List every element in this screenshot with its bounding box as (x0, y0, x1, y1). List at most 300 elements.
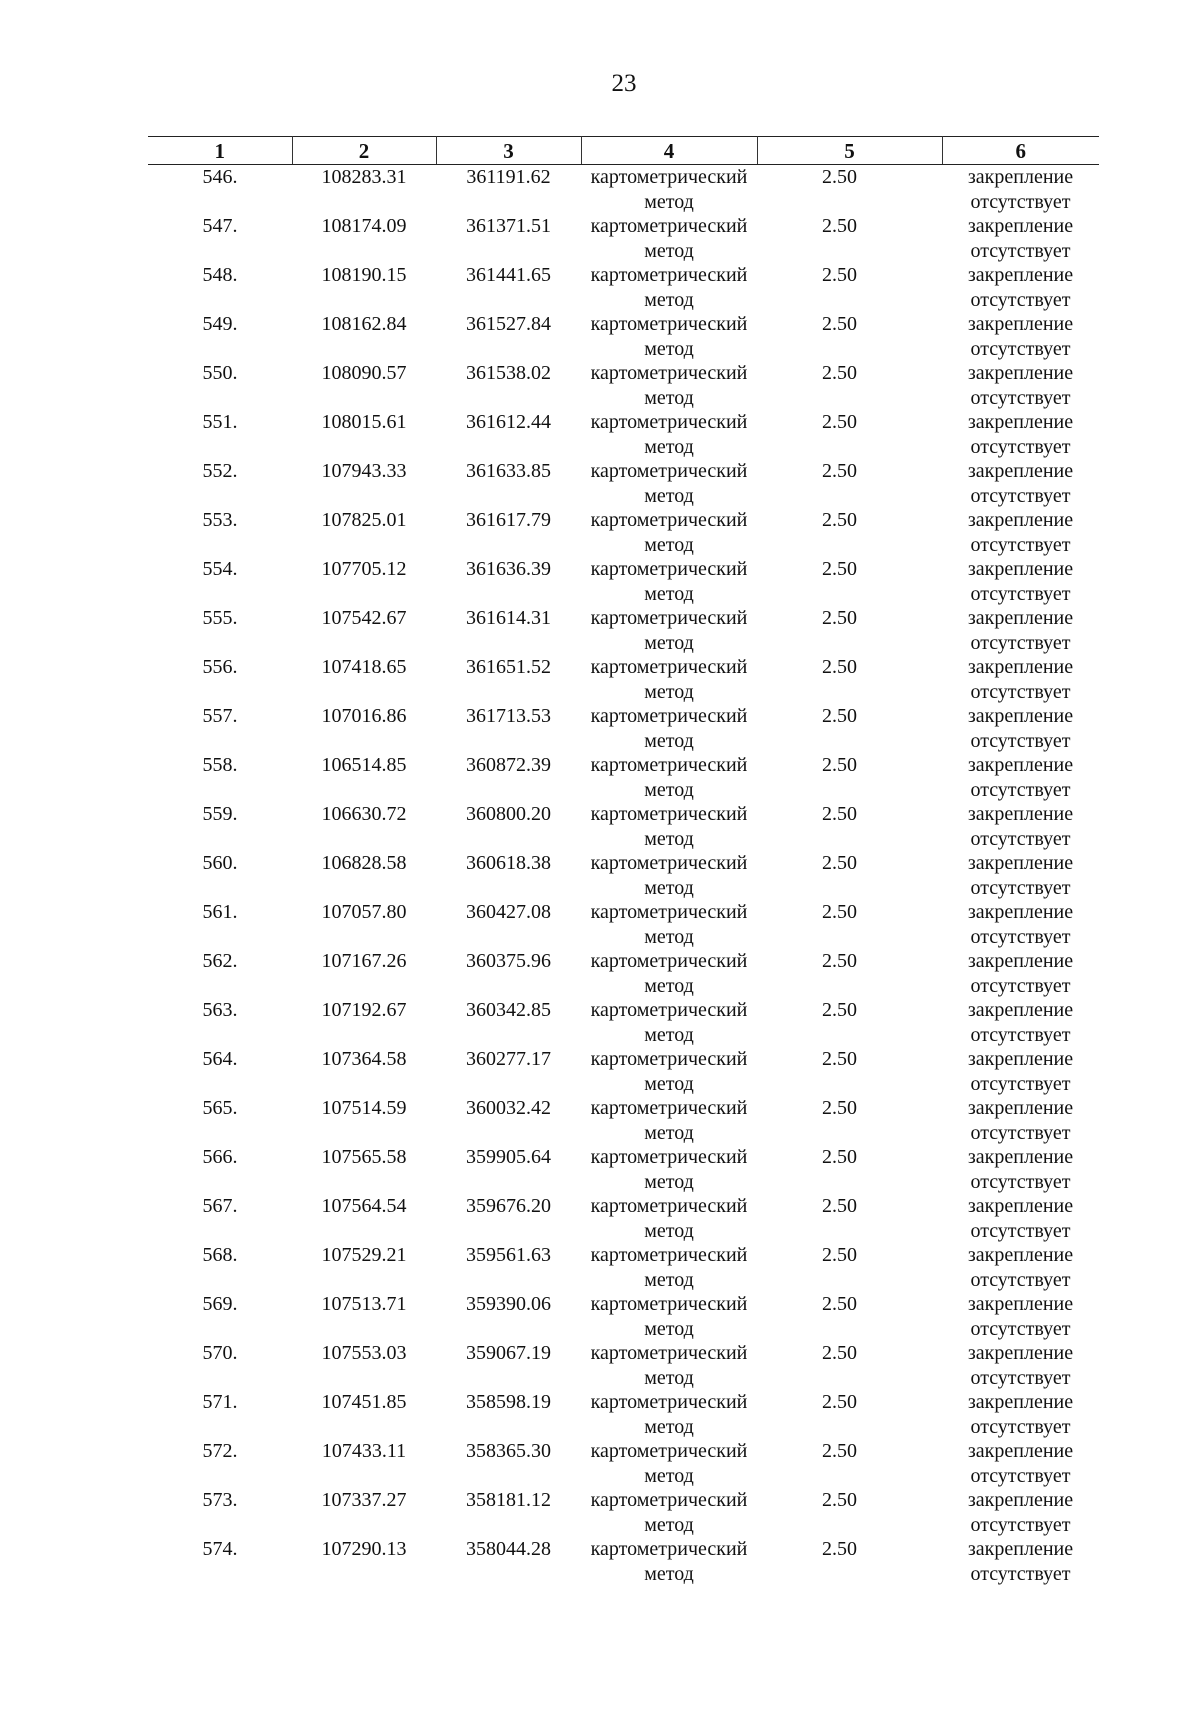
method-cell-text: картометрический (590, 656, 748, 678)
accuracy-cell-text: 2.50 (822, 362, 857, 384)
method-cell-text: картометрический (590, 264, 748, 286)
fixing-cell (942, 655, 1099, 704)
table-row (148, 263, 1099, 312)
point-number-cell-text: 550. (202, 362, 238, 384)
method-cell-text: картометрический (590, 999, 748, 1021)
point-number-cell (148, 263, 292, 312)
fixing-cell-text: отсутствует (970, 1023, 1071, 1046)
method-cell-text: метод (644, 386, 694, 409)
point-number-cell (148, 1243, 292, 1292)
table-row (148, 1439, 1099, 1488)
accuracy-cell (757, 459, 942, 508)
fixing-cell (942, 1537, 1099, 1586)
x-coordinate-cell (292, 949, 436, 998)
point-number-cell (148, 998, 292, 1047)
y-coordinate-cell-text: 361612.44 (466, 411, 551, 433)
fixing-cell-text: закрепление (967, 901, 1074, 923)
point-number-cell (148, 1439, 292, 1488)
method-cell-text: метод (644, 1317, 694, 1340)
point-number-cell (148, 1390, 292, 1439)
point-number-cell (148, 704, 292, 753)
accuracy-cell-text: 2.50 (822, 1440, 857, 1462)
fixing-cell-text: закрепление (967, 1440, 1074, 1462)
point-number-cell-text: 549. (202, 313, 238, 335)
y-coordinate-cell (436, 557, 581, 606)
point-number-cell-text: 552. (202, 460, 238, 482)
accuracy-cell-text: 2.50 (822, 558, 857, 580)
point-number-cell-text: 557. (202, 705, 238, 727)
method-cell-text: метод (644, 729, 694, 752)
point-number-cell-text: 563. (202, 999, 238, 1021)
fixing-cell (942, 1341, 1099, 1390)
accuracy-cell-text: 2.50 (822, 852, 857, 874)
fixing-cell-text: отсутствует (970, 1366, 1071, 1389)
x-coordinate-cell-text: 107943.33 (321, 460, 407, 482)
x-coordinate-cell-text: 107705.12 (321, 558, 407, 580)
method-cell-text: картометрический (590, 1342, 748, 1364)
y-coordinate-cell-text: 360032.42 (466, 1097, 551, 1119)
y-coordinate-cell-text: 360427.08 (466, 901, 551, 923)
y-coordinate-cell-text: 358044.28 (466, 1538, 551, 1560)
method-cell-text: картометрический (590, 1391, 748, 1413)
y-coordinate-cell-text: 360872.39 (466, 754, 551, 776)
fixing-cell-text: закрепление (967, 1048, 1074, 1070)
y-coordinate-cell (436, 900, 581, 949)
x-coordinate-cell (292, 410, 436, 459)
fixing-cell-text: отсутствует (970, 239, 1071, 262)
accuracy-cell (757, 753, 942, 802)
point-number-cell-text: 573. (202, 1489, 238, 1511)
x-coordinate-cell (292, 704, 436, 753)
y-coordinate-cell (436, 1194, 581, 1243)
fixing-cell-text: закрепление (967, 1342, 1074, 1364)
method-cell (581, 1194, 757, 1243)
method-cell-text: картометрический (590, 901, 748, 923)
x-coordinate-cell (292, 214, 436, 263)
table-row (148, 459, 1099, 508)
table-row (148, 802, 1099, 851)
accuracy-cell-text: 2.50 (822, 1538, 857, 1560)
accuracy-cell (757, 998, 942, 1047)
x-coordinate-cell-text: 107433.11 (321, 1440, 407, 1462)
accuracy-cell (757, 312, 942, 361)
table-row (148, 851, 1099, 900)
accuracy-cell (757, 606, 942, 655)
accuracy-cell-text: 2.50 (822, 509, 857, 531)
accuracy-cell (757, 557, 942, 606)
accuracy-cell-text: 2.50 (822, 901, 857, 923)
method-cell-text: метод (644, 1562, 694, 1585)
fixing-cell-text: закрепление (967, 264, 1074, 286)
x-coordinate-cell-text: 107337.27 (321, 1489, 407, 1511)
table-row (148, 949, 1099, 998)
accuracy-cell (757, 1047, 942, 1096)
point-number-cell (148, 459, 292, 508)
point-number-cell-text: 568. (202, 1244, 238, 1266)
accuracy-cell (757, 1243, 942, 1292)
method-cell (581, 1390, 757, 1439)
x-coordinate-cell-text: 107565.58 (321, 1146, 407, 1168)
x-coordinate-cell-text: 107016.86 (321, 705, 407, 727)
method-cell-text: картометрический (590, 313, 748, 335)
point-number-cell (148, 1341, 292, 1390)
method-cell-text: метод (644, 1219, 694, 1242)
method-cell (581, 1096, 757, 1145)
y-coordinate-cell (436, 802, 581, 851)
method-cell (581, 802, 757, 851)
table-row (148, 361, 1099, 410)
fixing-cell (942, 361, 1099, 410)
x-coordinate-cell-text: 108283.31 (321, 166, 407, 188)
y-coordinate-cell-text: 360277.17 (466, 1048, 551, 1070)
column-header-2: 2 (292, 137, 436, 165)
fixing-cell-text: закрепление (967, 656, 1074, 678)
x-coordinate-cell-text: 107451.85 (321, 1391, 407, 1413)
method-cell-text: метод (644, 925, 694, 948)
method-cell-text: метод (644, 1415, 694, 1438)
method-cell (581, 263, 757, 312)
accuracy-cell (757, 655, 942, 704)
fixing-cell-text: отсутствует (970, 1513, 1071, 1536)
method-cell-text: картометрический (590, 1538, 748, 1560)
method-cell-text: метод (644, 190, 694, 213)
x-coordinate-cell-text: 106514.85 (321, 754, 407, 776)
point-number-cell-text: 574. (202, 1538, 238, 1560)
column-header-3: 3 (436, 137, 581, 165)
x-coordinate-cell (292, 998, 436, 1047)
column-header-5: 5 (757, 137, 942, 165)
point-number-cell-text: 561. (202, 901, 238, 923)
y-coordinate-cell-text: 360342.85 (466, 999, 551, 1021)
y-coordinate-cell-text: 359676.20 (466, 1195, 551, 1217)
method-cell-text: картометрический (590, 705, 748, 727)
x-coordinate-cell-text: 108162.84 (321, 313, 407, 335)
method-cell-text: метод (644, 1366, 694, 1389)
fixing-cell-text: отсутствует (970, 680, 1071, 703)
fixing-cell-text: отсутствует (970, 1317, 1071, 1340)
method-cell (581, 1243, 757, 1292)
accuracy-cell (757, 214, 942, 263)
point-number-cell (148, 1488, 292, 1537)
column-header-1: 1 (148, 137, 292, 165)
accuracy-cell-text: 2.50 (822, 411, 857, 433)
accuracy-cell (757, 263, 942, 312)
x-coordinate-cell-text: 106630.72 (321, 803, 407, 825)
table-row (148, 1145, 1099, 1194)
x-coordinate-cell (292, 1537, 436, 1586)
x-coordinate-cell (292, 361, 436, 410)
method-cell-text: метод (644, 680, 694, 703)
point-number-cell-text: 570. (202, 1342, 238, 1364)
point-number-cell (148, 851, 292, 900)
point-number-cell-text: 553. (202, 509, 238, 531)
fixing-cell-text: закрепление (967, 411, 1074, 433)
method-cell-text: картометрический (590, 607, 748, 629)
accuracy-cell (757, 165, 942, 215)
method-cell (581, 410, 757, 459)
method-cell-text: картометрический (590, 1048, 748, 1070)
method-cell-text: картометрический (590, 362, 748, 384)
method-cell-text: картометрический (590, 215, 748, 237)
table-row (148, 410, 1099, 459)
fixing-cell (942, 312, 1099, 361)
method-cell (581, 851, 757, 900)
method-cell-text: метод (644, 1170, 694, 1193)
accuracy-cell-text: 2.50 (822, 264, 857, 286)
point-number-cell-text: 547. (202, 215, 238, 237)
fixing-cell-text: закрепление (967, 509, 1074, 531)
fixing-cell (942, 704, 1099, 753)
method-cell (581, 1341, 757, 1390)
fixing-cell-text: закрепление (967, 1489, 1074, 1511)
fixing-cell-text: закрепление (967, 607, 1074, 629)
method-cell (581, 704, 757, 753)
accuracy-cell-text: 2.50 (822, 999, 857, 1021)
method-cell (581, 508, 757, 557)
table-row (148, 1488, 1099, 1537)
method-cell (581, 214, 757, 263)
fixing-cell (942, 1194, 1099, 1243)
fixing-cell-text: закрепление (967, 362, 1074, 384)
method-cell-text: картометрический (590, 1097, 748, 1119)
accuracy-cell-text: 2.50 (822, 313, 857, 335)
fixing-cell (942, 1439, 1099, 1488)
method-cell-text: картометрический (590, 852, 748, 874)
method-cell-text: картометрический (590, 754, 748, 776)
x-coordinate-cell-text: 107542.67 (321, 607, 407, 629)
fixing-cell (942, 214, 1099, 263)
fixing-cell-text: отсутствует (970, 1170, 1071, 1193)
x-coordinate-cell (292, 1145, 436, 1194)
x-coordinate-cell-text: 106828.58 (321, 852, 407, 874)
y-coordinate-cell (436, 410, 581, 459)
fixing-cell-text: отсутствует (970, 533, 1071, 556)
point-number-cell-text: 559. (202, 803, 238, 825)
y-coordinate-cell-text: 361713.53 (466, 705, 551, 727)
accuracy-cell (757, 1096, 942, 1145)
accuracy-cell-text: 2.50 (822, 1293, 857, 1315)
point-number-cell-text: 554. (202, 558, 238, 580)
fixing-cell-text: отсутствует (970, 386, 1071, 409)
accuracy-cell-text: 2.50 (822, 656, 857, 678)
accuracy-cell (757, 949, 942, 998)
fixing-cell-text: отсутствует (970, 876, 1071, 899)
method-cell (581, 655, 757, 704)
method-cell-text: метод (644, 1464, 694, 1487)
method-cell-text: метод (644, 778, 694, 801)
y-coordinate-cell (436, 263, 581, 312)
fixing-cell-text: отсутствует (970, 778, 1071, 801)
x-coordinate-cell (292, 263, 436, 312)
point-number-cell-text: 551. (202, 411, 238, 433)
y-coordinate-cell (436, 508, 581, 557)
fixing-cell-text: закрепление (967, 1391, 1074, 1413)
method-cell-text: картометрический (590, 411, 748, 433)
accuracy-cell-text: 2.50 (822, 1244, 857, 1266)
method-cell-text: метод (644, 876, 694, 899)
y-coordinate-cell (436, 459, 581, 508)
x-coordinate-cell (292, 802, 436, 851)
point-number-cell-text: 558. (202, 754, 238, 776)
point-number-cell (148, 410, 292, 459)
method-cell-text: метод (644, 1513, 694, 1536)
method-cell-text: картометрический (590, 803, 748, 825)
method-cell-text: картометрический (590, 1440, 748, 1462)
y-coordinate-cell-text: 361636.39 (466, 558, 551, 580)
fixing-cell (942, 1047, 1099, 1096)
accuracy-cell (757, 361, 942, 410)
table-row (148, 165, 1099, 215)
method-cell-text: метод (644, 1072, 694, 1095)
method-cell-text: картометрический (590, 1195, 748, 1217)
fixing-cell (942, 1390, 1099, 1439)
y-coordinate-cell (436, 1439, 581, 1488)
accuracy-cell-text: 2.50 (822, 705, 857, 727)
fixing-cell-text: отсутствует (970, 582, 1071, 605)
y-coordinate-cell-text: 361617.79 (466, 509, 551, 531)
method-cell (581, 1439, 757, 1488)
y-coordinate-cell (436, 1096, 581, 1145)
method-cell-text: картометрический (590, 460, 748, 482)
fixing-cell-text: закрепление (967, 460, 1074, 482)
y-coordinate-cell-text: 359390.06 (466, 1293, 551, 1315)
method-cell-text: картометрический (590, 1293, 748, 1315)
accuracy-cell (757, 1341, 942, 1390)
x-coordinate-cell (292, 1292, 436, 1341)
accuracy-cell-text: 2.50 (822, 166, 857, 188)
fixing-cell-text: закрепление (967, 1244, 1074, 1266)
method-cell-text: метод (644, 484, 694, 507)
point-number-cell-text: 562. (202, 950, 238, 972)
point-number-cell (148, 1145, 292, 1194)
fixing-cell (942, 949, 1099, 998)
method-cell-text: метод (644, 827, 694, 850)
point-number-cell-text: 564. (202, 1048, 238, 1070)
table-row (148, 1194, 1099, 1243)
method-cell (581, 1292, 757, 1341)
y-coordinate-cell (436, 606, 581, 655)
point-number-cell-text: 572. (202, 1440, 238, 1462)
table-row (148, 1292, 1099, 1341)
point-number-cell-text: 556. (202, 656, 238, 678)
fixing-cell (942, 1145, 1099, 1194)
column-header-6: 6 (942, 137, 1099, 165)
accuracy-cell-text: 2.50 (822, 1489, 857, 1511)
method-cell-text: картометрический (590, 166, 748, 188)
fixing-cell-text: закрепление (967, 705, 1074, 727)
method-cell (581, 949, 757, 998)
y-coordinate-cell-text: 360618.38 (466, 852, 551, 874)
method-cell-text: картометрический (590, 1244, 748, 1266)
table-row (148, 753, 1099, 802)
point-number-cell (148, 557, 292, 606)
x-coordinate-cell (292, 165, 436, 215)
accuracy-cell (757, 802, 942, 851)
fixing-cell-text: отсутствует (970, 974, 1071, 997)
method-cell-text: картометрический (590, 1146, 748, 1168)
accuracy-cell-text: 2.50 (822, 950, 857, 972)
method-cell (581, 165, 757, 215)
y-coordinate-cell-text: 361633.85 (466, 460, 551, 482)
accuracy-cell (757, 410, 942, 459)
method-cell (581, 361, 757, 410)
header-row (148, 137, 1099, 165)
accuracy-cell-text: 2.50 (822, 803, 857, 825)
method-cell-text: метод (644, 533, 694, 556)
table-row (148, 214, 1099, 263)
x-coordinate-cell (292, 312, 436, 361)
method-cell-text: метод (644, 435, 694, 458)
x-coordinate-cell-text: 107167.26 (321, 950, 407, 972)
accuracy-cell (757, 1390, 942, 1439)
table-row (148, 998, 1099, 1047)
point-number-cell-text: 546. (202, 166, 238, 188)
point-number-cell (148, 165, 292, 215)
coordinates-table-container (148, 136, 1099, 1586)
y-coordinate-cell-text: 359561.63 (466, 1244, 551, 1266)
point-number-cell (148, 361, 292, 410)
accuracy-cell-text: 2.50 (822, 607, 857, 629)
point-number-cell (148, 1537, 292, 1586)
table-row (148, 606, 1099, 655)
fixing-cell-text: отсутствует (970, 1562, 1071, 1585)
x-coordinate-cell-text: 107290.13 (321, 1538, 407, 1560)
fixing-cell (942, 1096, 1099, 1145)
y-coordinate-cell (436, 998, 581, 1047)
y-coordinate-cell-text: 361651.52 (466, 656, 551, 678)
fixing-cell-text: закрепление (967, 999, 1074, 1021)
x-coordinate-cell-text: 107825.01 (321, 509, 407, 531)
table-row (148, 655, 1099, 704)
fixing-cell-text: отсутствует (970, 190, 1071, 213)
fixing-cell (942, 802, 1099, 851)
point-number-cell (148, 312, 292, 361)
accuracy-cell-text: 2.50 (822, 1146, 857, 1168)
point-number-cell (148, 802, 292, 851)
accuracy-cell (757, 900, 942, 949)
accuracy-cell-text: 2.50 (822, 460, 857, 482)
x-coordinate-cell (292, 1243, 436, 1292)
page-number: 23 (611, 70, 637, 97)
method-cell-text: картометрический (590, 509, 748, 531)
method-cell-text: метод (644, 1121, 694, 1144)
point-number-cell-text: 565. (202, 1097, 238, 1119)
x-coordinate-cell-text: 108190.15 (321, 264, 407, 286)
point-number-cell (148, 606, 292, 655)
method-cell (581, 1488, 757, 1537)
x-coordinate-cell (292, 900, 436, 949)
fixing-cell (942, 1243, 1099, 1292)
y-coordinate-cell-text: 360800.20 (466, 803, 551, 825)
method-cell (581, 1047, 757, 1096)
fixing-cell-text: отсутствует (970, 1464, 1071, 1487)
point-number-cell (148, 508, 292, 557)
accuracy-cell-text: 2.50 (822, 1195, 857, 1217)
x-coordinate-cell (292, 1390, 436, 1439)
table-row (148, 1537, 1099, 1586)
fixing-cell (942, 459, 1099, 508)
fixing-cell (942, 753, 1099, 802)
table-row (148, 557, 1099, 606)
fixing-cell-text: закрепление (967, 1293, 1074, 1315)
table-row (148, 900, 1099, 949)
fixing-cell-text: отсутствует (970, 729, 1071, 752)
table-row (148, 1390, 1099, 1439)
method-cell (581, 753, 757, 802)
fixing-cell-text: закрепление (967, 1146, 1074, 1168)
method-cell (581, 1145, 757, 1194)
fixing-cell (942, 1488, 1099, 1537)
